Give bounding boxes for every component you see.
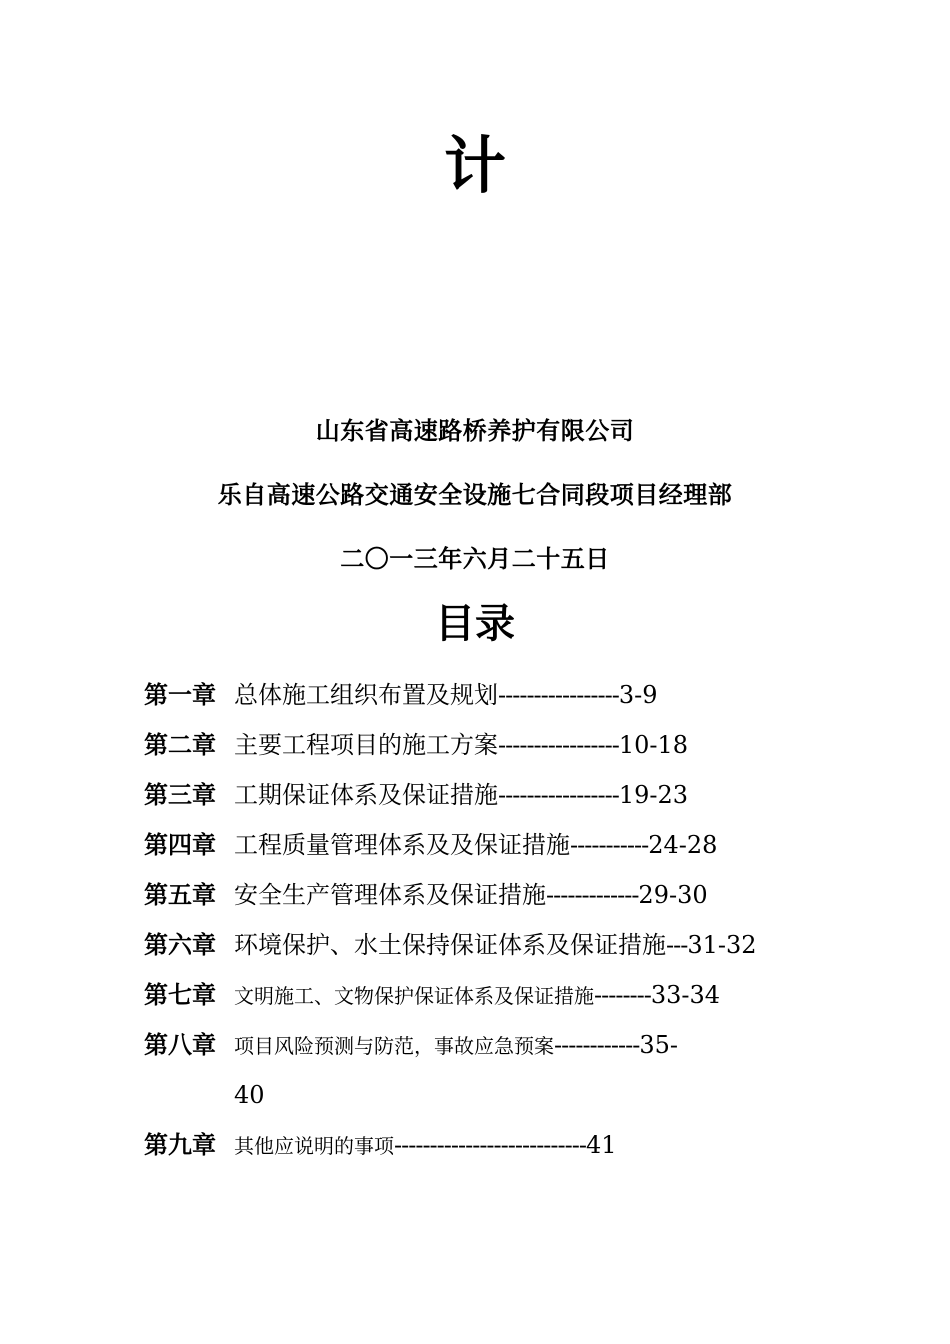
- toc-entry: [144, 928, 757, 962]
- toc-page-range: 35-: [639, 1031, 678, 1059]
- toc-page-range: 10-18: [618, 731, 689, 759]
- toc-entry: [144, 1128, 617, 1163]
- toc-chapter-label: 第一章: [144, 680, 216, 709]
- toc-entry-title: 工程质量管理体系及及保证措施: [234, 831, 570, 859]
- toc-page-range: 33-34: [650, 981, 721, 1009]
- toc-entry-title: 主要工程项目的施工方案: [234, 731, 498, 759]
- toc-leader: -----------------: [498, 681, 619, 709]
- document-date: 二〇一三年六月二十五日: [340, 544, 610, 573]
- department-name: 乐自高速公路交通安全设施七合同段项目经理部: [217, 480, 733, 509]
- toc-chapter-label: 第六章: [144, 930, 216, 959]
- toc-chapter-label: 第三章: [144, 780, 216, 809]
- toc-entry: [144, 1028, 678, 1063]
- toc-entry: [144, 828, 717, 862]
- toc-entry: [144, 778, 688, 812]
- toc-page-range: 41: [585, 1131, 617, 1159]
- toc-chapter-label: 第八章: [144, 1030, 216, 1059]
- toc-page-range: 19-23: [618, 781, 689, 809]
- toc-chapter-label: 第二章: [144, 730, 216, 759]
- toc-entry-title: 工期保证体系及保证措施: [234, 781, 498, 809]
- toc-entry-title: 环境保护、水土保持保证体系及保证措施: [234, 931, 666, 959]
- toc-leader: --------: [594, 981, 651, 1009]
- toc-chapter-label: 第九章: [144, 1130, 216, 1159]
- toc-entry-title: 项目风险预测与防范，事故应急预案: [234, 1034, 554, 1058]
- company-name: 山东省高速路桥养护有限公司: [315, 416, 635, 445]
- toc-chapter-label: 第四章: [144, 830, 216, 859]
- toc-entry: [144, 978, 720, 1013]
- toc-leader: -----------------: [498, 731, 619, 759]
- toc-page-range: 3-9: [618, 681, 658, 709]
- toc-entry-title: 文明施工、文物保护保证体系及保证措施: [234, 984, 594, 1008]
- toc-entry-title: 其他应说明的事项: [234, 1134, 394, 1158]
- toc-leader: ---------------------------: [394, 1131, 586, 1159]
- toc-entry-continuation: 40: [234, 1081, 265, 1109]
- toc-leader: -----------: [570, 831, 649, 859]
- toc-chapter-label: 第七章: [144, 980, 216, 1009]
- toc-page-range: 24-28: [648, 831, 718, 859]
- toc-leader: -----------------: [498, 781, 619, 809]
- toc-chapter-label: 第五章: [144, 880, 216, 909]
- toc-entry: [144, 728, 688, 762]
- toc-entry-title: 总体施工组织布置及规划: [234, 681, 498, 709]
- toc-leader: ---: [666, 931, 688, 959]
- toc-entry: [144, 878, 708, 912]
- toc-heading: 目录: [435, 600, 515, 647]
- toc-page-range: 29-30: [638, 881, 708, 909]
- toc-leader: -------------: [546, 881, 639, 909]
- cover-title-character: 计: [443, 129, 506, 202]
- toc-page-range: 31-32: [687, 931, 757, 959]
- toc-leader: ------------: [554, 1031, 640, 1059]
- toc-entry-title: 安全生产管理体系及保证措施: [234, 881, 546, 909]
- toc-entry: [144, 678, 658, 712]
